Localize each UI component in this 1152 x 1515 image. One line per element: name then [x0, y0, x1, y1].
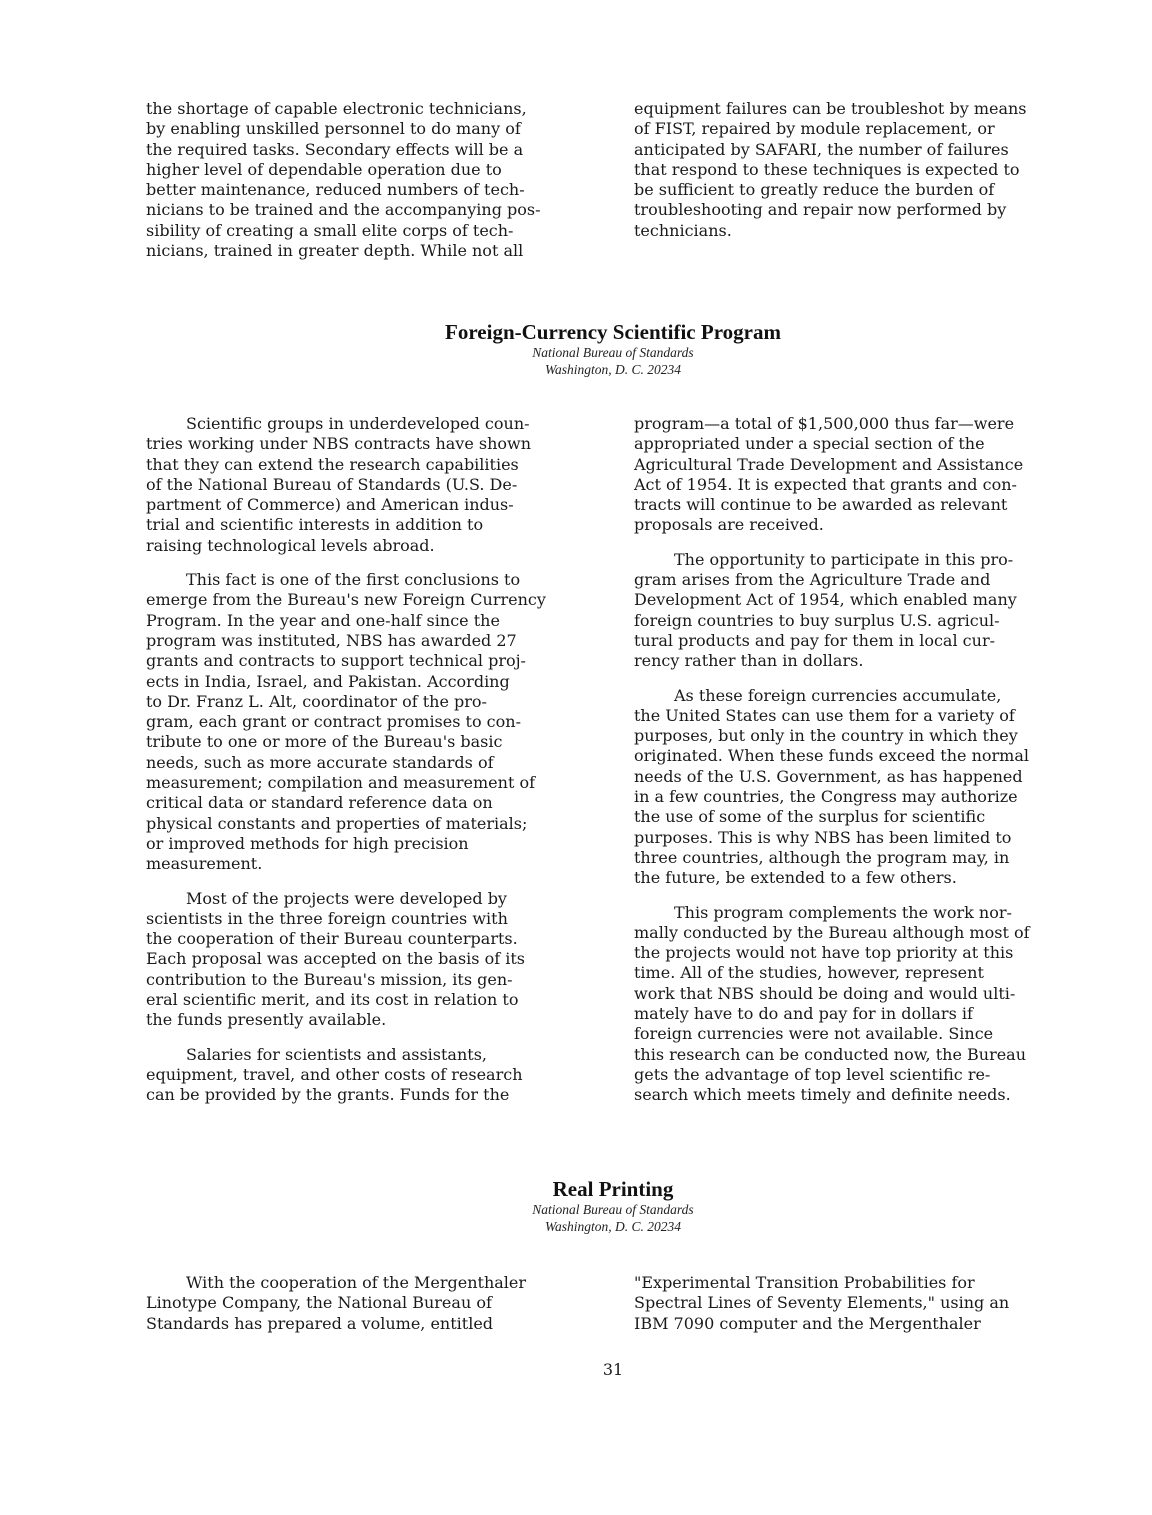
- text-line: troubleshooting and repair now performed by: [634, 200, 1007, 220]
- text-line: Act of 1954. It is expected that grants and con-: [634, 474, 1017, 494]
- text-line: rency rather than in dollars.: [634, 651, 864, 671]
- text-line: tries working under NBS contracts have shown: [146, 434, 532, 454]
- text-line: raising technological levels abroad.: [146, 535, 435, 555]
- text-line: trial and scientific interests in addition to: [146, 515, 484, 535]
- real-printing-header: [0, 1177, 1152, 1235]
- foreign-currency-right-column: [634, 414, 1074, 1106]
- text-line: the shortage of capable electronic technicians,: [146, 99, 527, 118]
- text-line: appropriated under a special section of the: [634, 434, 985, 454]
- text-line: IBM 7090 computer and the Mergenthaler: [634, 1313, 981, 1333]
- paragraph: [146, 414, 586, 556]
- text-line: mately have to do and pay for in dollars if: [634, 1004, 973, 1024]
- text-line: Development Act of 1954, which enabled many: [634, 590, 1017, 610]
- text-line: contribution to the Bureau's mission, its gen-: [146, 969, 513, 989]
- text-line: of FIST, repaired by module replacement, or: [634, 119, 995, 139]
- text-line: This fact is one of the first conclusions to: [186, 570, 521, 590]
- text-line: partment of Commerce) and American indus-: [146, 495, 514, 515]
- text-line: equipment failures can be troubleshot by means: [634, 99, 1027, 118]
- text-line: the use of some of the surplus for scientific: [634, 807, 986, 827]
- text-line: "Experimental Transition Probabilities for: [634, 1273, 975, 1292]
- text-line: As these foreign currencies accumulate,: [674, 685, 1002, 705]
- text-line: technicians.: [634, 220, 732, 240]
- text-line: foreign countries to buy surplus U.S. agricul-: [634, 610, 1000, 630]
- text-line: gram, each grant or contract promises to con-: [146, 712, 521, 732]
- text-line: that respond to these techniques is expected to: [634, 159, 1020, 179]
- text-line: better maintenance, reduced numbers of tech-: [146, 180, 525, 200]
- text-line: sibility of creating a small elite corps of tech-: [146, 220, 514, 240]
- text-line: tracts will continue to be awarded as relevant: [634, 495, 1008, 515]
- foreign-currency-header: [0, 320, 1152, 378]
- foreign-currency-left-column: [146, 414, 586, 1106]
- text-line: Scientific groups in underdeveloped coun-: [186, 414, 530, 433]
- section-title: Foreign-Currency Scientific Program: [445, 320, 781, 344]
- paragraph: [146, 889, 586, 1031]
- text-line: gets the advantage of top level scientific re-: [634, 1064, 991, 1084]
- text-line: Salaries for scientists and assistants,: [186, 1044, 487, 1064]
- text-line: This program complements the work nor-: [674, 902, 1012, 922]
- text-line: the future, be extended to a few others.: [634, 868, 957, 888]
- top-left-column: [146, 99, 586, 261]
- paragraph: [634, 686, 1074, 889]
- text-line: Most of the projects were developed by: [186, 888, 507, 908]
- text-line: eral scientific merit, and its cost in relation to: [146, 990, 519, 1010]
- text-line: Standards has prepared a volume, entitled: [146, 1313, 494, 1333]
- text-line: the required tasks. Secondary effects will be a: [146, 139, 524, 159]
- text-line: that they can extend the research capabilities: [146, 454, 519, 474]
- paragraph: [634, 414, 1074, 536]
- page-number: 31: [602, 1360, 624, 1379]
- text-line: tribute to one or more of the Bureau's basic: [146, 732, 503, 752]
- text-line: program—a total of $1,500,000 thus far—were: [634, 414, 1015, 433]
- text-line: critical data or standard reference data on: [146, 793, 493, 813]
- text-line: tural products and pay for them in local cur-: [634, 630, 995, 650]
- top-right-column: [634, 99, 1074, 241]
- section-address: Washington, D. C. 20234: [544, 1219, 681, 1234]
- text-line: originated. When these funds exceed the normal: [634, 746, 1029, 766]
- section-org: National Bureau of Standards: [532, 345, 694, 360]
- section-title: Real Printing: [552, 1177, 674, 1201]
- text-line: measurement.: [146, 854, 263, 874]
- text-line: three countries, although the program may, in: [634, 847, 1010, 867]
- text-line: mally conducted by the Bureau although most of: [634, 922, 1030, 942]
- text-line: anticipated by SAFARI, the number of failures: [634, 139, 1009, 159]
- text-line: ects in India, Israel, and Pakistan. According: [146, 671, 510, 691]
- text-line: be sufficient to greatly reduce the burden of: [634, 180, 995, 200]
- text-line: to Dr. Franz L. Alt, coordinator of the pro-: [146, 691, 487, 711]
- text-line: equipment, travel, and other costs of research: [146, 1064, 523, 1084]
- paragraph: [146, 1045, 586, 1106]
- text-line: of the National Bureau of Standards (U.S. De-: [146, 474, 518, 494]
- text-line: can be provided by the grants. Funds for the: [146, 1085, 510, 1105]
- text-line: program was instituted, NBS has awarded 27: [146, 630, 517, 650]
- text-line: With the cooperation of the Mergenthaler: [186, 1273, 527, 1292]
- text-line: measurement; compilation and measurement of: [146, 773, 536, 793]
- text-line: physical constants and properties of materials;: [146, 813, 528, 833]
- text-line: this research can be conducted now, the Bureau: [634, 1044, 1027, 1064]
- text-line: nicians, trained in greater depth. While not all: [146, 241, 524, 261]
- text-line: needs of the U.S. Government, as has happened: [634, 766, 1023, 786]
- real-printing-left-column: [146, 1273, 586, 1334]
- text-line: the projects would not have top priority at this: [634, 943, 1014, 963]
- text-line: Linotype Company, the National Bureau of: [146, 1293, 492, 1313]
- text-line: higher level of dependable operation due to: [146, 159, 502, 179]
- text-line: time. All of the studies, however, represent: [634, 963, 984, 983]
- paragraph: [634, 903, 1074, 1106]
- text-line: or improved methods for high precision: [146, 833, 469, 853]
- section-org: National Bureau of Standards: [532, 1202, 694, 1217]
- section-address: Washington, D. C. 20234: [544, 362, 681, 377]
- text-line: proposals are received.: [634, 515, 824, 535]
- paragraph: [146, 570, 586, 874]
- text-line: purposes. This is why NBS has been limited to: [634, 827, 1012, 847]
- text-line: the funds presently available.: [146, 1010, 387, 1030]
- text-line: needs, such as more accurate standards of: [146, 752, 494, 772]
- text-line: grants and contracts to support technical proj-: [146, 651, 526, 671]
- text-line: purposes, but only in the country in which they: [634, 726, 1018, 746]
- text-line: Agricultural Trade Development and Assistance: [634, 454, 1024, 474]
- real-printing-right-column: [634, 1273, 1074, 1334]
- text-line: scientists in the three foreign countries with: [146, 908, 508, 928]
- text-line: Spectral Lines of Seventy Elements," using an: [634, 1293, 1010, 1313]
- text-line: emerge from the Bureau's new Foreign Currency: [146, 590, 546, 610]
- text-line: foreign currencies were not available. Since: [634, 1024, 994, 1044]
- text-line: Each proposal was accepted on the basis of its: [146, 949, 525, 969]
- text-line: search which meets timely and definite needs.: [634, 1085, 1011, 1105]
- text-line: the cooperation of their Bureau counterparts.: [146, 929, 518, 949]
- text-line: in a few countries, the Congress may authorize: [634, 787, 1018, 807]
- text-line: by enabling unskilled personnel to do many of: [146, 119, 521, 139]
- text-line: gram arises from the Agriculture Trade and: [634, 570, 991, 590]
- text-line: work that NBS should be doing and would ulti-: [634, 983, 1016, 1003]
- text-line: nicians to be trained and the accompanying pos-: [146, 200, 541, 220]
- text-line: the United States can use them for a variety of: [634, 705, 1015, 725]
- text-line: Program. In the year and one-half since the: [146, 610, 500, 630]
- paragraph: [634, 550, 1074, 672]
- text-line: The opportunity to participate in this pro-: [674, 549, 1014, 569]
